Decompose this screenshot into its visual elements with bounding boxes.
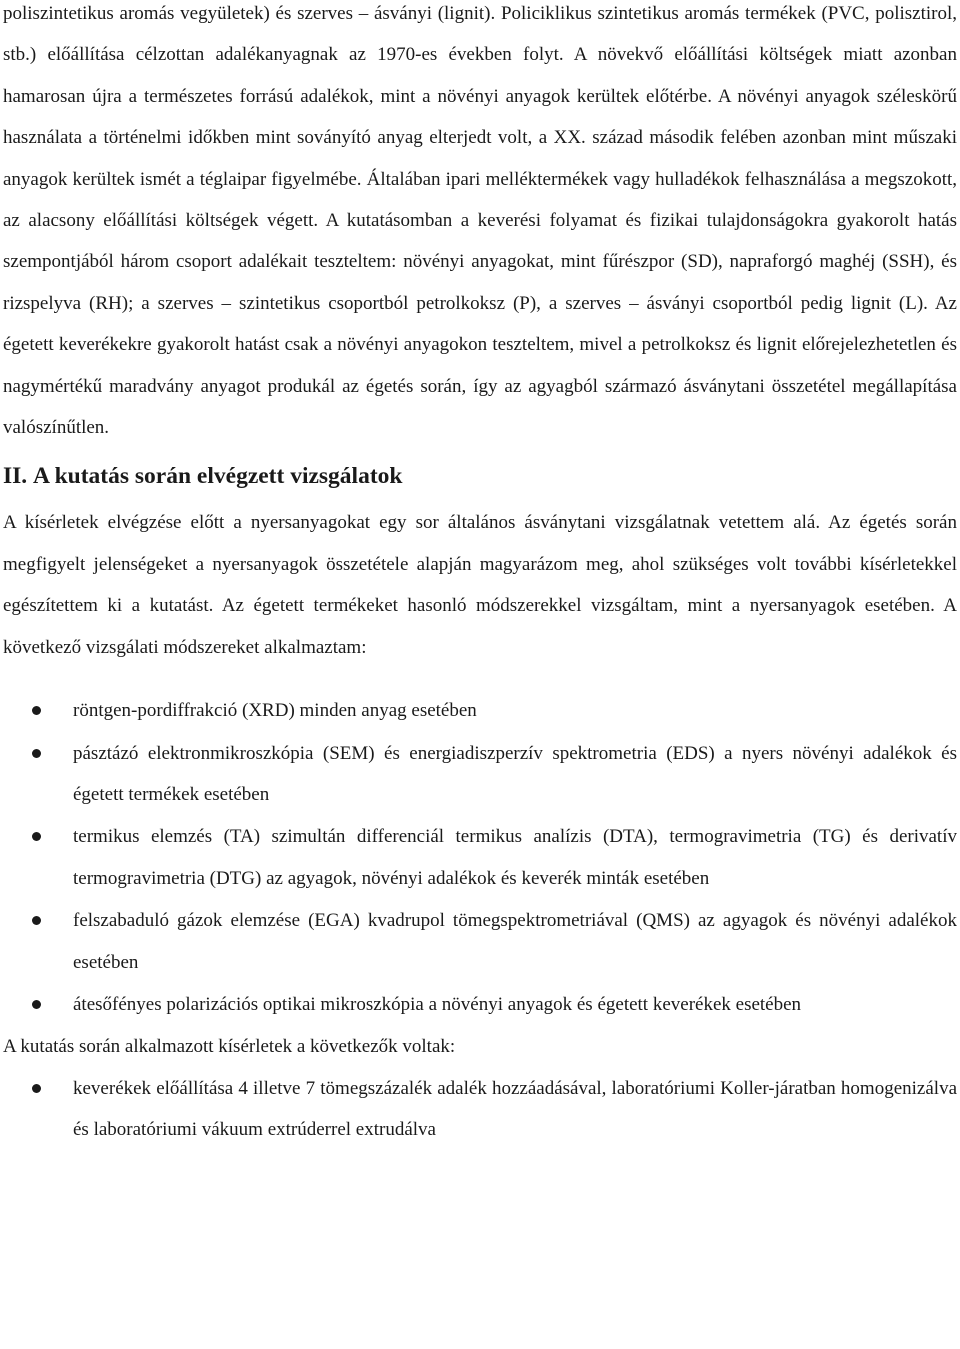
section-title: A kutatás során elvégzett vizsgálatok	[33, 463, 403, 490]
methods-list	[3, 690, 957, 1025]
list-item	[3, 1068, 957, 1151]
list-item-text: átesőfényes polarizációs optikai mikroszkópia a növényi anyagok és égetett keverékek esetében	[73, 993, 802, 1015]
list-item	[3, 900, 957, 983]
bullet-icon	[32, 916, 41, 925]
intro-paragraph: poliszintetikus aromás vegyületek) és szerves – ásványi (lignit). Policiklikus szintetikus aromás termékek (PVC, polisztirol, stb.) előállítása célzottan adalékanyagnak az 1970-es években folyt. A növekvő előállítási költségek miatt azonban hamarosan újra a természetes forrású adalékok, mint a növényi anyagok kerültek előtérbe. A növényi anyagok széleskörű használata a történelmi időkben mint soványító anyag elterjedt volt, a XX. század második felében azonban mint műszaki anyagok kerültek ismét a téglaipar figyelmébe. Általában ipari melléktermékek vagy hulladékok felhasználása a megszokott, az alacsony előállítási költségek végett. A kutatásomban a keverési folyamat és fizikai tulajdonságokra gyakorolt hatás szempontjából három csoport adalékait teszteltem: növényi anyagokat, mint fűrészpor (SD), napraforgó maghéj (SSH), és rizspelyva (RH); a szerves – szintetikus csoportból petrolkoksz (P), a szerves – ásványi csoportból pedig lignit (L). Az égetett keverékekre gyakorolt hatást csak a növényi anyagokon teszteltem, mivel a petrolkoksz és lignit előrejelezhetetlen és nagymértékű maradvány anyagot produkál az égetés során, így az agyagból származó ásványtani összetétel megállapítása valószínűtlen.	[3, 3, 957, 439]
bullet-icon	[32, 1000, 41, 1009]
list-item	[3, 816, 957, 899]
list-item-text: pásztázó elektronmikroszkópia (SEM) és energiadiszperzív spektrometria (EDS) a nyers növényi adalékok és égetett termékek esetében	[73, 742, 957, 805]
list-item-text: felszabaduló gázok elemzése (EGA) kvadrupol tömegspektrometriával (QMS) az agyagok és növényi adalékok esetében	[73, 910, 957, 973]
bullet-icon	[32, 749, 41, 758]
experiments-list	[3, 1068, 957, 1151]
bullet-icon	[32, 706, 41, 715]
bullet-icon	[32, 832, 41, 841]
section-heading	[3, 456, 957, 496]
list-item-text: termikus elemzés (TA) szimultán differenciál termikus analízis (DTA), termogravimetria (TG) és derivatív termogravimetria (DTG) az agyagok, növényi adalékok és keverék minták esetében	[73, 826, 957, 889]
list-item-text: röntgen-pordiffrakció (XRD) minden anyag esetében	[73, 700, 477, 722]
section-number: II.	[3, 463, 28, 490]
list-item-text: keverékek előállítása 4 illetve 7 tömegszázalék adalék hozzáadásával, laboratóriumi Koller-járatban homogenizálva és laboratóriumi vákuum extrúderrel extrudálva	[73, 1077, 957, 1141]
list-item	[3, 984, 957, 1025]
bullet-icon	[32, 1084, 41, 1093]
experiments-intro: A kutatás során alkalmazott kísérletek a következők voltak:	[3, 1036, 456, 1058]
section-paragraph: A kísérletek elvégzése előtt a nyersanyagokat egy sor általános ásványtani vizsgálatnak vetettem alá. Az égetés során megfigyelt jelenségeket a nyersanyagok összetétele alapján magyarázom meg, ahol szükséges volt további kísérletekkel egészítettem ki a kutatást. Az égetett termékeket hasonló módszerekkel vizsgáltam, mint a nyersanyagok esetében. A következő vizsgálati módszereket alkalmaztam:	[3, 512, 957, 658]
list-item	[3, 733, 957, 816]
list-item	[3, 690, 957, 731]
document-page	[3, 0, 957, 1151]
